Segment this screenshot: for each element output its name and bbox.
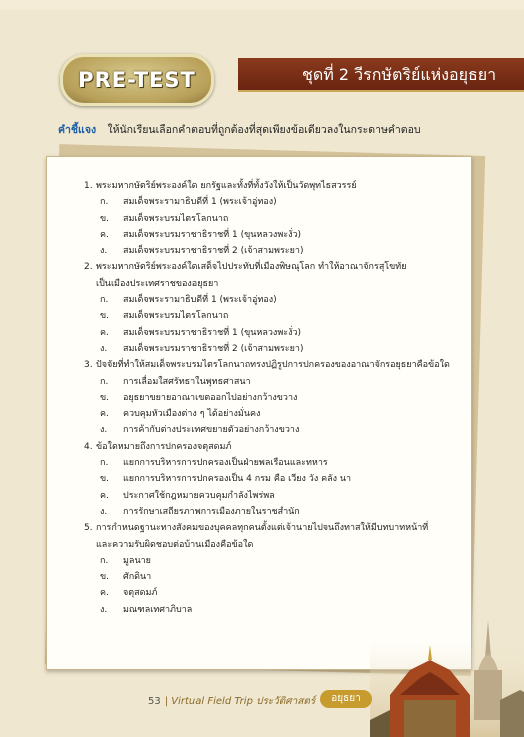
answer-option[interactable]	[84, 227, 464, 243]
answer-option[interactable]	[84, 292, 464, 308]
question-text: และความรับผิดชอบต่อบ้านเมืองคือข้อใด	[96, 539, 254, 550]
option-text: จตุสดมภ์	[123, 588, 158, 599]
question-line	[84, 537, 464, 553]
question-text: พระมหากษัตริย์พระองค์ใด ยกรัฐและทั้งที่ทั้งวังให้เป็นวัดพุทไธสวรรย์	[96, 181, 357, 191]
option-letter: ก.	[100, 197, 109, 208]
option-letter: ข.	[100, 572, 110, 583]
option-text: การค้ากับต่างประเทศขยายตัวอย่างกว้างขวาง	[123, 425, 300, 436]
question-line	[84, 357, 464, 373]
question-number: 2.	[84, 262, 93, 273]
question-line	[84, 178, 464, 194]
option-text: สมเด็จพระรามาธิบดีที่ 1 (พระเจ้าอู่ทอง)	[123, 295, 277, 306]
option-letter: ค.	[100, 327, 109, 338]
option-text: การเลื่อมใสศรัทธาในพุทธศาสนา	[123, 376, 251, 387]
option-text: สมเด็จพระบรมราชาธิราชที่ 2 (เจ้าสามพระยา)	[123, 343, 304, 354]
answer-option[interactable]	[84, 471, 464, 487]
question-number: 1.	[84, 181, 93, 191]
question-text: เป็นเมืองประเทศราชของอยุธยา	[96, 278, 219, 289]
option-letter: ง.	[100, 246, 108, 257]
question-number: 3.	[84, 360, 93, 371]
option-text: มูลนาย	[123, 555, 151, 566]
page-number: 53	[148, 696, 161, 707]
footer	[148, 694, 315, 709]
option-text: สมเด็จพระบรมไตรโลกนาถ	[123, 213, 229, 224]
answer-option[interactable]	[84, 325, 464, 341]
answer-option[interactable]	[84, 422, 464, 438]
question-2	[84, 259, 464, 357]
option-text: แยกการบริหารการปกครองเป็นฝ่ายพลเรือนและทหาร	[123, 458, 328, 469]
answer-option[interactable]	[84, 308, 464, 324]
option-letter: ข.	[100, 474, 110, 485]
answer-option[interactable]	[84, 390, 464, 406]
option-letter: ข.	[100, 392, 110, 403]
question-4	[84, 439, 464, 520]
question-number: 5.	[84, 523, 93, 534]
option-letter: ก.	[100, 555, 109, 566]
footer-text: | Virtual Field Trip ประวัติศาสตร์	[164, 696, 316, 707]
question-line	[84, 259, 464, 275]
answer-option[interactable]	[84, 488, 464, 504]
question-line	[84, 520, 464, 536]
option-text: สมเด็จพระบรมราชาธิราชที่ 1 (ขุนหลวงพะงั่ว)	[123, 327, 302, 338]
answer-option[interactable]	[84, 406, 464, 422]
footer-badge: อยุธยา	[320, 690, 372, 708]
option-text: สมเด็จพระบรมราชาธิราชที่ 2 (เจ้าสามพระยา)	[123, 246, 304, 257]
option-text: ควบคุมหัวเมืองต่าง ๆ ได้อย่างมั่นคง	[123, 409, 261, 420]
instruction-text: ให้นักเรียนเลือกคำตอบที่ถูกต้องที่สุดเพียงข้อเดียวลงในกระดาษคำตอบ	[107, 124, 421, 136]
option-text: มณฑลเทศาภิบาล	[123, 604, 193, 615]
instruction	[58, 121, 421, 138]
option-letter: ค.	[100, 229, 109, 240]
option-letter: ค.	[100, 409, 109, 420]
question-3	[84, 357, 464, 438]
page-top-border	[0, 0, 524, 10]
option-letter: ข.	[100, 213, 110, 224]
option-letter: ง.	[100, 343, 108, 354]
option-letter: ก.	[100, 458, 109, 469]
option-text: สมเด็จพระรามาธิบดีที่ 1 (พระเจ้าอู่ทอง)	[123, 197, 277, 208]
pretest-badge: PRE-TEST	[60, 54, 214, 106]
option-text: อยุธยาขยายอาณาเขตออกไปอย่างกว้างขวาง	[123, 392, 298, 403]
question-text: ปัจจัยที่ทำให้สมเด็จพระบรมไตรโลกนาถทรงปฏิรูปการปกครองของอาณาจักรอยุธยาคือข้อใด	[96, 360, 450, 371]
temple-illustration	[370, 600, 524, 737]
answer-option[interactable]	[84, 374, 464, 390]
option-text: ประกาศใช้กฎหมายควบคุมกำลังไพร่พล	[123, 490, 275, 501]
question-list	[84, 178, 464, 618]
option-letter: ง.	[100, 604, 108, 615]
question-1	[84, 178, 464, 259]
option-letter: ก.	[100, 295, 109, 306]
question-text: ข้อใดหมายถึงการปกครองจตุสดมภ์	[96, 441, 232, 452]
option-letter: ค.	[100, 588, 109, 599]
answer-option[interactable]	[84, 341, 464, 357]
option-letter: ข.	[100, 311, 110, 322]
answer-option[interactable]	[84, 504, 464, 520]
answer-option[interactable]	[84, 569, 464, 585]
answer-option[interactable]	[84, 194, 464, 210]
option-text: แยกการบริหารการปกครองเป็น 4 กรม คือ เวียง วัง คลัง นา	[123, 474, 352, 485]
instruction-label: คำชี้แจง	[58, 124, 97, 136]
question-line	[84, 276, 464, 292]
option-text: การรักษาเสถียรภาพการเมืองภายในราชสำนัก	[123, 506, 300, 517]
question-line	[84, 439, 464, 455]
option-text: สมเด็จพระบรมราชาธิราชที่ 1 (ขุนหลวงพะงั่ว)	[123, 229, 302, 240]
answer-option[interactable]	[84, 553, 464, 569]
question-text: การกำหนดฐานะทางสังคมของบุคคลทุกคนตั้งแต่เจ้านายไปจนถึงทาสให้มีบทบาทหน้าที่	[96, 523, 429, 534]
option-letter: ค.	[100, 490, 109, 501]
answer-option[interactable]	[84, 243, 464, 259]
option-letter: ก.	[100, 376, 109, 387]
answer-option[interactable]	[84, 211, 464, 227]
option-letter: ง.	[100, 425, 108, 436]
answer-option[interactable]	[84, 455, 464, 471]
question-text: พระมหากษัตริย์พระองค์ใดเสด็จไปประทับที่เมืองพิษณุโลก ทำให้อาณาจักรสุโขทัย	[96, 262, 407, 273]
page-title: ชุดที่ 2 วีรกษัตริย์แห่งอยุธยา	[238, 58, 524, 92]
question-number: 4.	[84, 441, 93, 452]
option-text: ศักดินา	[123, 572, 152, 583]
option-letter: ง.	[100, 506, 108, 517]
option-text: สมเด็จพระบรมไตรโลกนาถ	[123, 311, 229, 322]
